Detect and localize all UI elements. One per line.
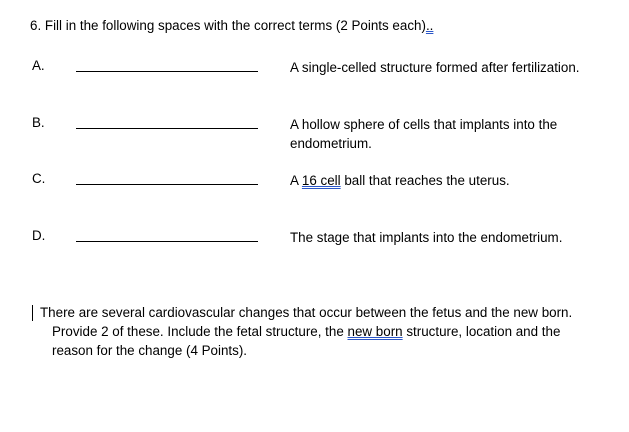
item-definition: A single-celled structure formed after fertilization.	[290, 60, 580, 75]
question-title-suffix: ..	[425, 18, 434, 33]
answer-blank-b[interactable]	[76, 128, 258, 129]
item-definition: A hollow sphere of cells that implants into the endometrium.	[290, 117, 558, 151]
paragraph-term: new born	[347, 324, 403, 339]
question-title-text: 6. Fill in the following spaces with the correct terms (2 Points each)	[30, 18, 426, 33]
item-definition: The stage that implants into the endometrium.	[290, 230, 563, 245]
question-title	[30, 18, 433, 33]
text-cursor	[32, 305, 33, 321]
paragraph-text-before: There are several cardiovascular changes that occur between the fetus and the new born. Provide 2 of these. Include the fetal structure, the	[40, 305, 573, 339]
answer-blank-c[interactable]	[76, 184, 258, 185]
item-letter: C.	[32, 171, 46, 186]
definition-text-after: ball that reaches the uterus.	[340, 173, 510, 188]
answer-blank-d[interactable]	[76, 241, 258, 242]
item-definition	[290, 171, 600, 190]
paragraph-text	[32, 303, 602, 360]
item-letter: A.	[32, 58, 45, 73]
definition-text-before: A	[290, 173, 302, 188]
definition-term: 16 cell	[301, 173, 341, 188]
answer-blank-a[interactable]	[76, 71, 258, 72]
item-letter: B.	[32, 115, 45, 130]
paragraph-text-after: structure, location and the reason for the change (4 Points).	[52, 324, 561, 358]
question-paragraph[interactable]	[32, 303, 602, 360]
item-letter: D.	[32, 228, 46, 243]
